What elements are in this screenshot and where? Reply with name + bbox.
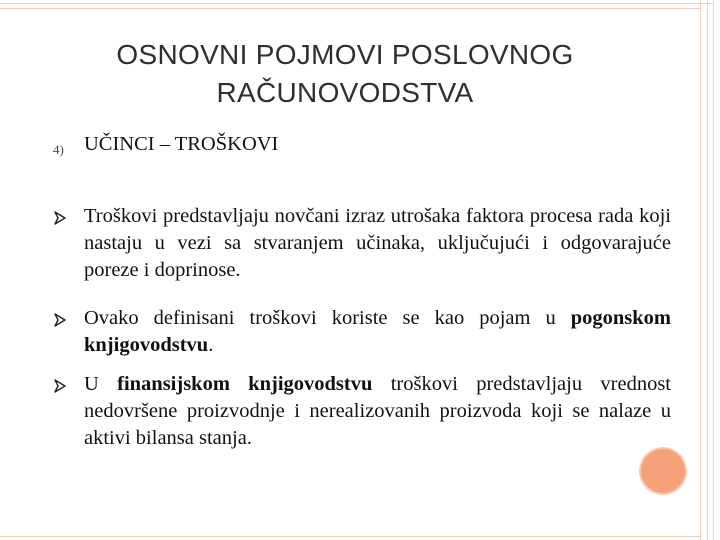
list-item-text: Troškovi predstavljaju novčani izraz utrošaka faktora procesa rada koji nastaju u vezi sa stvaranjem učinaka, uključujući i odgovarajuće poreze i doprinose. [84,205,671,281]
arrow-bullet-icon [53,313,67,327]
decorative-circle [641,449,685,493]
list-item-text-part: Ovako definisani troškovi koriste se kao pojam u [84,307,571,329]
frame-line-right-1 [700,0,701,540]
list-item-text-part: . [208,334,214,356]
arrow-bullet-icon [53,379,67,393]
slide-title-line-2: RAČUNOVODSTVA [216,77,474,108]
list-item-text [84,305,671,359]
arrow-bullet-icon [53,211,67,225]
list-number: 4) [53,142,64,157]
list-item-bold-term: finansijskom knjigovodstvu [117,373,373,395]
list-item-text-part: U [84,373,118,395]
frame-line-top-outer [0,3,713,4]
frame-line-right-3 [713,0,714,540]
frame-line-bottom [0,536,700,537]
list-item-text: UČINCI – TROŠKOVI [84,133,279,155]
list-item-text [84,371,671,452]
list-item-text-part: troškovi predstavljaju vrednost nedovršene proizvodnje i nerealizovanih proizvoda koji se nalaze u aktivi bilansa stanja. [84,373,672,449]
slide-title-line-1: OSNOVNI POJMOVI POSLOVNOG [116,39,574,70]
frame-line-right-2 [707,0,708,540]
list-item-bold-term: pogonskom knjigovodstvu [84,307,671,356]
frame-line-top-inner [0,8,700,9]
slide-title [60,36,630,112]
